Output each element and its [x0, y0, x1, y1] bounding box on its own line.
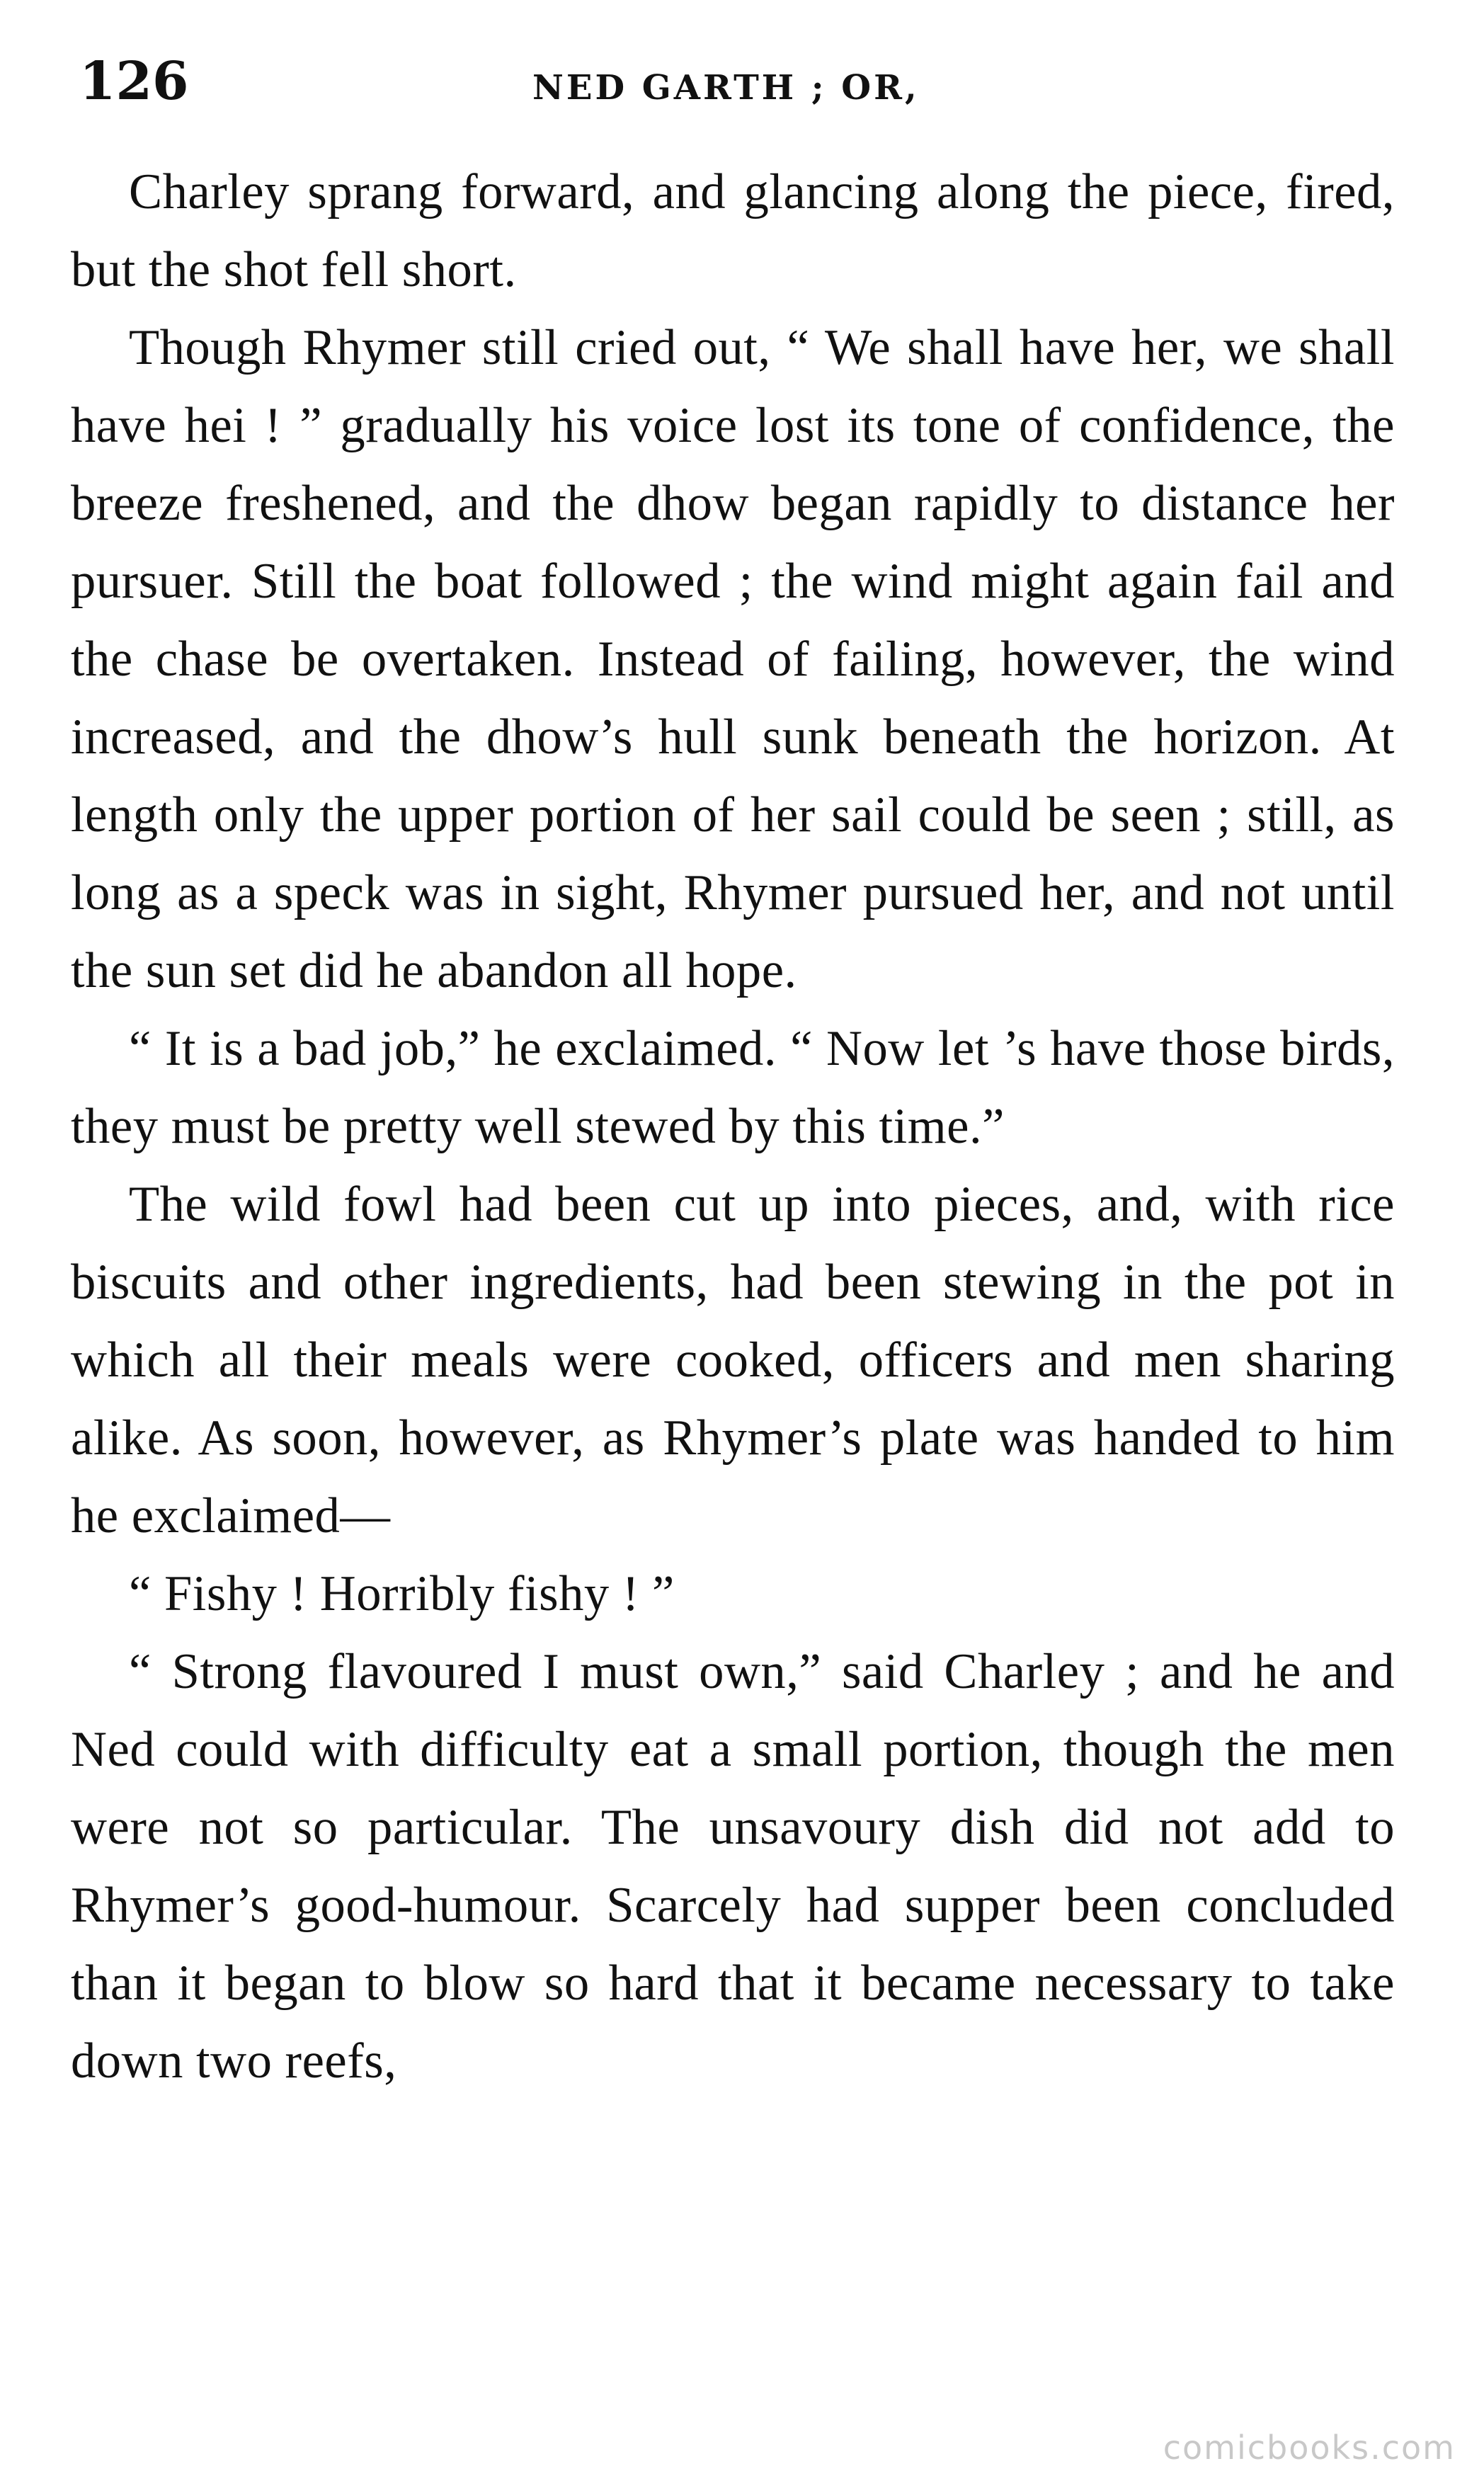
body-text — [71, 153, 1395, 2100]
paragraph-1: Charley sprang forward, and glancing along the piece, fired, but the shot fell short. — [71, 164, 1395, 297]
running-head: NED GARTH ; OR, — [532, 68, 920, 108]
paragraph-5: “ Fishy ! Horribly fishy ! ” — [129, 1566, 675, 1621]
page-header — [79, 42, 1396, 127]
page-number: 126 — [79, 51, 189, 112]
paragraph-2: Though Rhymer still cried out, “ We shall have her, we shall have hei ! ” gradually his voice lost its tone of confidence, the breeze freshened, and the dhow began rapidly to distance her pursuer. Still the boat followed ; the wind might again fail and the chase be overtaken. Instead of failing, however, the wind increased, and the dhow’s hull sunk beneath the horizon. At length only the upper portion of her sail could be seen ; still, as long as a speck was in sight, Rhymer pursued her, and not until the sun set did he abandon all hope. — [71, 320, 1395, 998]
paragraph-3: “ It is a bad job,” he exclaimed. “ Now let ’s have those birds, they must be pretty well stewed by this time.” — [71, 1021, 1395, 1154]
paragraph-6: “ Strong flavoured I must own,” said Charley ; and he and Ned could with difficulty eat a small portion, though the men were not so particular. The unsavoury dish did not add to Rhymer’s good-humour. Scarcely had supper been concluded than it began to blow so hard that it became necessary to take down two reefs, — [71, 1644, 1395, 2089]
watermark: comicbooks.com — [1163, 2429, 1456, 2467]
paragraph-4: The wild fowl had been cut up into pieces, and, with rice biscuits and other ingredients, had been stewing in the pot in which all their meals were cooked, officers and men sharing alike. As soon, however, as Rhymer’s plate was handed to him he exclaimed— — [71, 1177, 1395, 1543]
